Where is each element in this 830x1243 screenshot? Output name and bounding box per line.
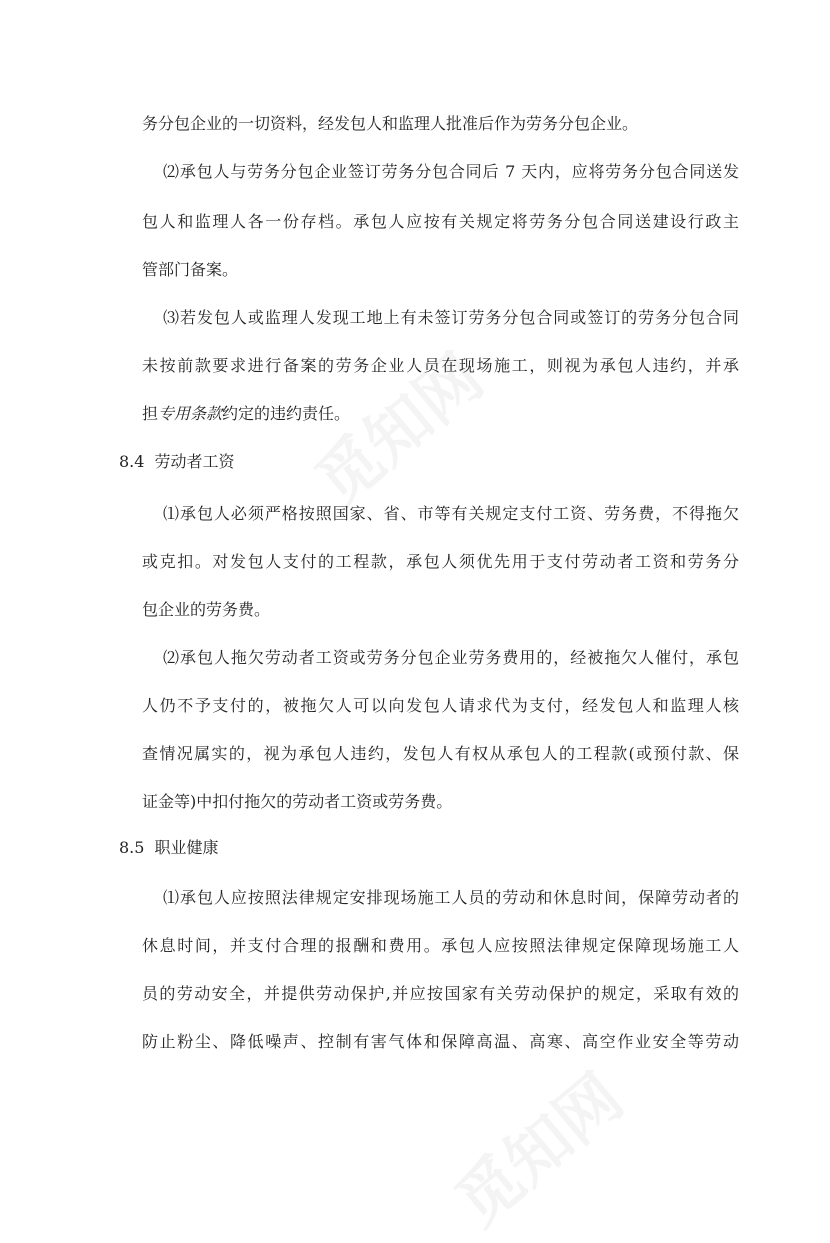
paragraph-line: 防止粉尘、降低噪声、控制有害气体和保障高温、高寒、高空作业安全等劳动 (142, 1032, 739, 1051)
text-span: 担 (142, 404, 159, 423)
section-title: 职业健康 (154, 838, 219, 857)
paragraph-line: ⑵承包人与劳务分包企业签订劳务分包合同后 7 天内，应将劳务分包合同送发 (163, 162, 739, 181)
section-number: 8.5 (119, 838, 145, 857)
emphasis-text: 专用条款 (158, 404, 223, 423)
section-heading (119, 452, 234, 472)
paragraph-line: 或克扣。对发包人支付的工程款，承包人须优先用于支付劳动者工资和劳务分 (142, 552, 739, 571)
paragraph-line: 包企业的劳务费。 (142, 600, 271, 619)
paragraph-line: 人仍不予支付的，被拖欠人可以向发包人请求代为支付，经发包人和监理人核 (142, 696, 739, 715)
paragraph-line (142, 404, 350, 424)
paragraph-line: 包人和监理人各一份存档。承包人应按有关规定将劳务分包合同送建设行政主 (142, 212, 739, 231)
watermark (433, 1049, 639, 1243)
paragraph-line: 务分包企业的一切资料，经发包人和监理人批准后作为劳务分包企业。 (142, 114, 639, 133)
paragraph-line: 查情况属实的，视为承包人违约，发包人有权从承包人的工程款(或预付款、保 (142, 744, 739, 763)
paragraph-line: ⑵承包人拖欠劳动者工资或劳务分包企业劳务费用的，经被拖欠人催付，承包 (163, 648, 739, 667)
section-title: 劳动者工资 (154, 452, 235, 471)
paragraph-line: 证金等)中扣付拖欠的劳动者工资或劳务费。 (142, 792, 453, 811)
paragraph-line: 未按前款要求进行备案的劳务企业人员在现场施工，则视为承包人违约，并承 (142, 356, 739, 375)
section-heading (119, 838, 218, 858)
paragraph-line: 管部门备案。 (142, 260, 239, 279)
paragraph-line: ⑴承包人应按照法律规定安排现场施工人员的劳动和休息时间，保障劳动者的 (163, 888, 739, 907)
paragraph-line: 休息时间，并支付合理的报酬和费用。承包人应按照法律规定保障现场施工人 (142, 936, 739, 955)
paragraph-line: ⑴承包人必须严格按照国家、省、市等有关规定支付工资、劳务费，不得拖欠 (163, 504, 739, 523)
paragraph-line: ⑶若发包人或监理人发现工地上有未签订劳务分包合同或签订的劳务分包合同 (163, 308, 739, 327)
section-number: 8.4 (119, 452, 145, 471)
paragraph-line: 员的劳动安全，并提供劳动保护,并应按国家有关劳动保护的规定，采取有效的 (142, 984, 739, 1003)
text-span: 约定的违约责任。 (222, 404, 351, 423)
